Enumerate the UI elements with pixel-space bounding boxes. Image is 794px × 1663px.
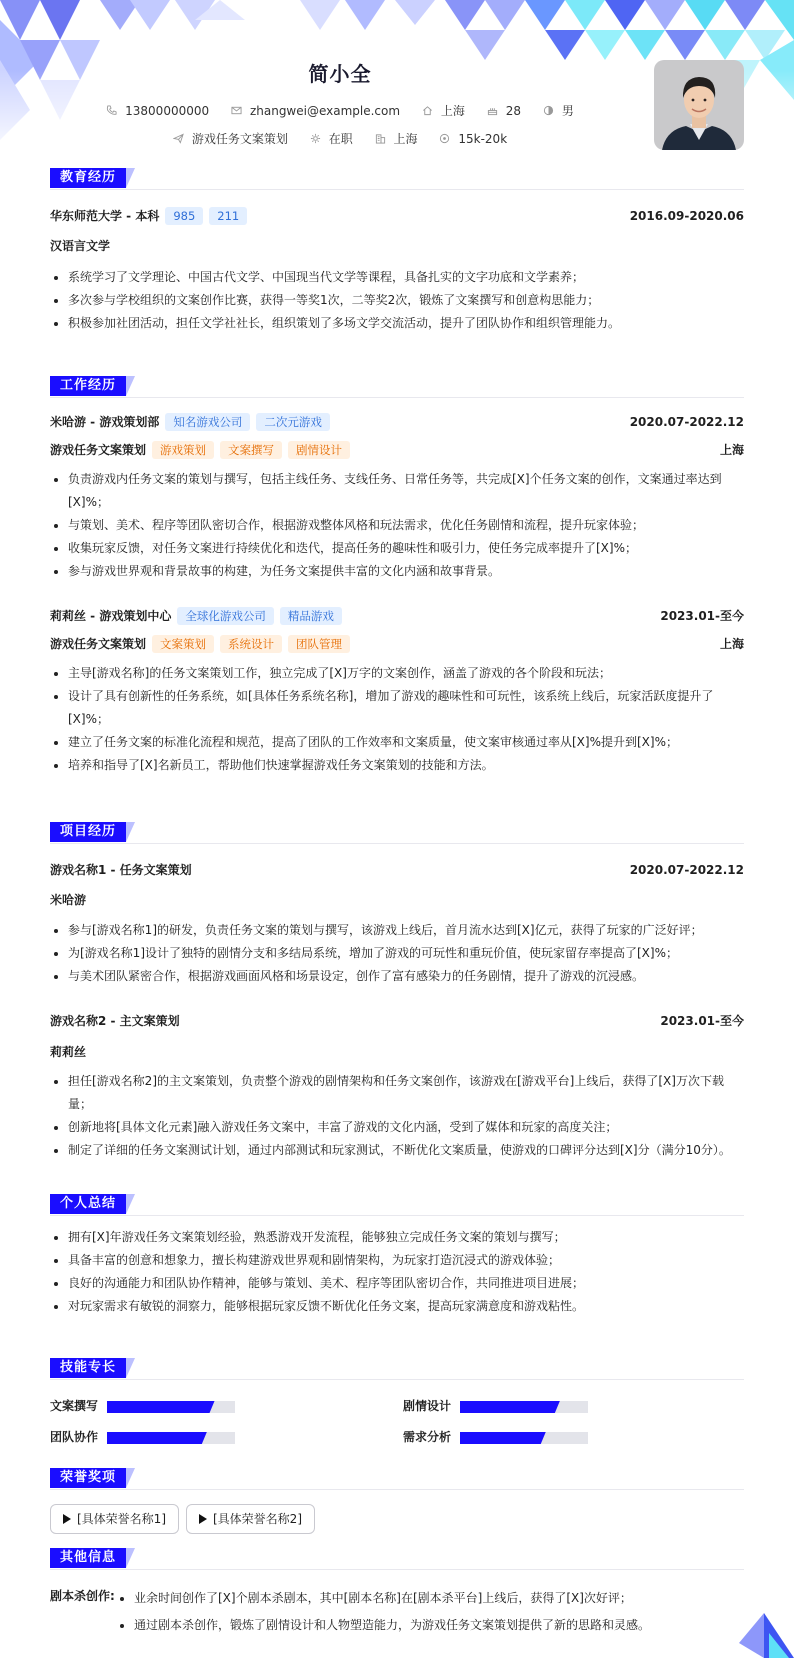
list-item: 为[游戏名称1]设计了独特的剧情分支和多结局系统，增加了游戏的可玩性和重玩价值，使玩家留存率提高了[X]%；	[50, 942, 744, 965]
gender-icon	[543, 105, 554, 116]
project-date: 2023.01-至今	[660, 1014, 744, 1028]
honor-label: [具体荣誉名称2]	[213, 1512, 302, 1526]
list-item: 负责游戏内任务文案的策划与撰写，包括主线任务、支线任务、日常任务等，共完成[X]个任务文案的创作，文案通过率达到[X]%；	[50, 468, 744, 514]
education-header	[50, 166, 744, 190]
other-label: 剧本杀创作:	[50, 1589, 115, 1603]
position-item	[173, 130, 288, 147]
home-icon	[422, 105, 433, 116]
skill-item	[403, 1399, 603, 1413]
education-major-row	[50, 236, 744, 256]
project-date: 2020.07-2022.12	[629, 863, 744, 877]
other-header	[50, 1546, 744, 1570]
phone-text: 13800000000	[125, 103, 210, 118]
candidate-name: 简小全	[308, 62, 372, 86]
other-title: 其他信息	[50, 1548, 126, 1568]
skill-bar-track	[460, 1401, 588, 1413]
skill-bar-fill	[460, 1432, 546, 1444]
list-item: 与策划、美术、程序等团队密切合作，根据游戏整体风格和玩法需求，优化任务剧情和流程，提升玩家体验；	[50, 514, 744, 537]
project-row	[50, 860, 744, 880]
role-tag: 游戏策划	[152, 441, 214, 459]
coin-icon	[439, 133, 450, 144]
status-item	[310, 130, 353, 147]
list-item: 担任[游戏名称2]的主文案策划，负责整个游戏的剧情架构和任务文案创作，该游戏在[游戏平台]上线后，获得了[X]万次下载量；	[50, 1070, 744, 1116]
company-tag: 精品游戏	[280, 607, 342, 625]
skill-bar-fill	[460, 1401, 560, 1413]
skill-name: 剧情设计	[403, 1399, 452, 1413]
education-school-line	[50, 206, 247, 226]
project-org: 米哈游	[50, 893, 87, 907]
play-icon	[63, 1514, 71, 1524]
company-tag: 知名游戏公司	[165, 413, 250, 431]
role-tag: 系统设计	[220, 635, 282, 653]
job-intent-row	[0, 130, 680, 147]
city-item	[422, 102, 465, 119]
work-city-text: 上海	[393, 132, 418, 146]
project-name: 游戏名称2 - 主文案策划	[50, 1014, 180, 1028]
role-tag: 剧情设计	[288, 441, 350, 459]
honor-label: [具体荣誉名称1]	[77, 1512, 166, 1526]
role-tag: 团队管理	[288, 635, 350, 653]
skills-title: 技能专长	[50, 1358, 126, 1378]
contact-row	[0, 102, 680, 119]
job-date: 2020.07-2022.12	[629, 415, 744, 429]
skill-bar-track	[107, 1432, 235, 1444]
skill-bar-fill	[107, 1432, 207, 1444]
skill-name: 文案撰写	[50, 1399, 99, 1413]
cake-icon	[487, 105, 498, 116]
skill-item	[50, 1399, 250, 1413]
project-name: 游戏名称1 - 任务文案策划	[50, 863, 192, 877]
avatar	[654, 60, 744, 150]
role-tag: 文案撰写	[220, 441, 282, 459]
skill-bar-fill	[107, 1401, 215, 1413]
summary-section	[50, 1192, 744, 1342]
list-item: 参与游戏世界观和背景故事的构建，为任务文案提供丰富的文化内涵和故事背景。	[50, 560, 744, 583]
other-section	[50, 1546, 744, 1636]
list-item: 参与[游戏名称1]的研发，负责任务文案的策划与撰写，该游戏上线后，首月流水达到[X]亿元，获得了玩家的广泛好评；	[50, 919, 744, 942]
list-item: 良好的沟通能力和团队协作精神，能够与策划、美术、程序等团队密切合作，共同推进项目进展；	[50, 1272, 744, 1295]
salary-item	[439, 132, 507, 146]
honors-title: 荣誉奖项	[50, 1468, 126, 1488]
list-item: 培养和指导了[X]名新员工，帮助他们快速掌握游戏任务文案策划的技能和方法。	[50, 754, 744, 777]
education-tag: 211	[209, 207, 247, 225]
list-item: 积极参加社团活动，担任文学社社长，组织策划了多场文学交流活动，提升了团队协作和组织管理能力。	[50, 312, 744, 335]
list-item: 对玩家需求有敏锐的洞察力，能够根据玩家反馈不断优化任务文案，提高玩家满意度和游戏粘性。	[50, 1295, 744, 1318]
job-bullets	[50, 468, 744, 583]
job-location: 上海	[719, 637, 744, 651]
work-title: 工作经历	[50, 376, 126, 396]
education-major: 汉语言文学	[50, 239, 111, 253]
gender-text: 男	[561, 104, 574, 118]
education-school: 华东师范大学 - 本科	[50, 209, 160, 223]
list-item: 系统学习了文学理论、中国古代文学、中国现当代文学等课程，具备扎实的文字功底和文学素养；	[50, 266, 744, 289]
skill-bar-track	[460, 1432, 588, 1444]
honor-item	[186, 1504, 315, 1534]
list-item: 拥有[X]年游戏任务文案策划经验，熟悉游戏开发流程，能够独立完成任务文案的策划与撰写；	[50, 1226, 744, 1249]
education-bullets	[50, 266, 744, 335]
honor-item	[50, 1504, 179, 1534]
list-item: 具备丰富的创意和想象力，擅长构建游戏世界观和剧情架构，为玩家打造沉浸式的游戏体验；	[50, 1249, 744, 1272]
education-section	[50, 166, 744, 336]
gear-icon	[310, 133, 321, 144]
project-org-row	[50, 890, 744, 910]
job-role: 游戏任务文案策划	[50, 637, 147, 651]
summary-title: 个人总结	[50, 1194, 126, 1214]
company-tag: 二次元游戏	[256, 413, 330, 431]
company-tag: 全球化游戏公司	[177, 607, 274, 625]
projects-header	[50, 820, 744, 844]
list-item: 建立了任务文案的标准化流程和规范，提高了团队的工作效率和文案质量，使文案审核通过率从[X]%提升到[X]%；	[50, 731, 744, 754]
play-icon	[199, 1514, 207, 1524]
project-row	[50, 1011, 744, 1031]
list-item: 创新地将[具体文化元素]融入游戏任务文案中，丰富了游戏的文化内涵，受到了媒体和玩家的高度关注；	[50, 1116, 744, 1139]
project-bullets	[50, 919, 744, 988]
list-item: 多次参与学校组织的文案创作比赛，获得一等奖1次，二等奖2次，锻炼了文案撰写和创意构思能力；	[50, 289, 744, 312]
job-role-line	[50, 440, 350, 460]
age-text: 28	[505, 103, 522, 118]
list-item: 业余时间创作了[X]个剧本杀剧本，其中[剧本名称]在[剧本杀平台]上线后，获得了[X]次好评；	[116, 1585, 744, 1612]
project-org: 莉莉丝	[50, 1045, 87, 1059]
honors-list	[50, 1504, 744, 1536]
list-item: 收集玩家反馈，对任务文案进行持续优化和迭代，提高任务的趣味性和吸引力，使任务完成率提升了[X]%；	[50, 537, 744, 560]
salary-text: 15k-20k	[458, 131, 508, 146]
education-date: 2016.09-2020.06	[629, 209, 744, 223]
list-item: 与美术团队紧密合作，根据游戏画面风格和场景设定，创作了富有感染力的任务剧情，提升了游戏的沉浸感。	[50, 965, 744, 988]
summary-header	[50, 1192, 744, 1216]
job-bullets	[50, 662, 744, 777]
skill-item	[50, 1430, 250, 1444]
project-bullets	[50, 1070, 744, 1162]
job-role-row	[50, 440, 744, 460]
job-company: 米哈游 - 游戏策划部	[50, 415, 160, 429]
job-role-row	[50, 634, 744, 654]
send-icon	[173, 133, 184, 144]
education-title: 教育经历	[50, 168, 126, 188]
skills-section	[50, 1356, 744, 1456]
job-role-line	[50, 634, 350, 654]
summary-bullets	[50, 1226, 744, 1318]
education-tag: 985	[165, 207, 203, 225]
work-header	[50, 374, 744, 398]
age-item	[487, 104, 521, 118]
position-text: 游戏任务文案策划	[191, 132, 288, 146]
job-company-row	[50, 606, 744, 626]
gender-item	[543, 102, 574, 119]
list-item: 主导[游戏名称]的任务文案策划工作，独立完成了[X]万字的文案创作，涵盖了游戏的各个阶段和玩法；	[50, 662, 744, 685]
job-company: 莉莉丝 - 游戏策划中心	[50, 609, 172, 623]
phone-item	[106, 104, 209, 118]
project-org-row	[50, 1042, 744, 1062]
role-tag: 文案策划	[152, 635, 214, 653]
list-item: 制定了详细的任务文案测试计划，通过内部测试和玩家测试，不断优化文案质量，使游戏的口碑评分达到[X]分（满分10分）。	[50, 1139, 744, 1162]
skill-bar-track	[107, 1401, 235, 1413]
email-icon	[231, 105, 242, 116]
building-icon	[375, 133, 386, 144]
job-company-row	[50, 412, 744, 432]
honors-header	[50, 1466, 744, 1490]
skill-item	[403, 1430, 603, 1444]
job-role: 游戏任务文案策划	[50, 443, 147, 457]
city-text: 上海	[440, 104, 465, 118]
job-company-line	[50, 412, 330, 432]
projects-title: 项目经历	[50, 822, 126, 842]
other-bullets	[116, 1585, 744, 1639]
email-item	[231, 104, 400, 118]
work-section	[50, 374, 744, 794]
phone-icon	[106, 105, 117, 116]
job-date: 2023.01-至今	[660, 609, 744, 623]
education-row	[50, 206, 744, 226]
skills-header	[50, 1356, 744, 1380]
skill-name: 团队协作	[50, 1430, 99, 1444]
list-item: 设计了具有创新性的任务系统，如[具体任务系统名称]，增加了游戏的趣味性和可玩性，该系统上线后，玩家活跃度提升了[X]%；	[50, 685, 744, 731]
work-city-item	[375, 130, 418, 147]
status-text: 在职	[328, 132, 353, 146]
email-text: zhangwei@example.com	[249, 103, 401, 118]
projects-section	[50, 820, 744, 1170]
job-company-line	[50, 606, 342, 626]
job-location: 上海	[719, 443, 744, 457]
honors-section	[50, 1466, 744, 1536]
list-item: 通过剧本杀创作，锻炼了剧情设计和人物塑造能力，为游戏任务文案策划提供了新的思路和灵感。	[116, 1612, 744, 1639]
skill-name: 需求分析	[403, 1430, 452, 1444]
